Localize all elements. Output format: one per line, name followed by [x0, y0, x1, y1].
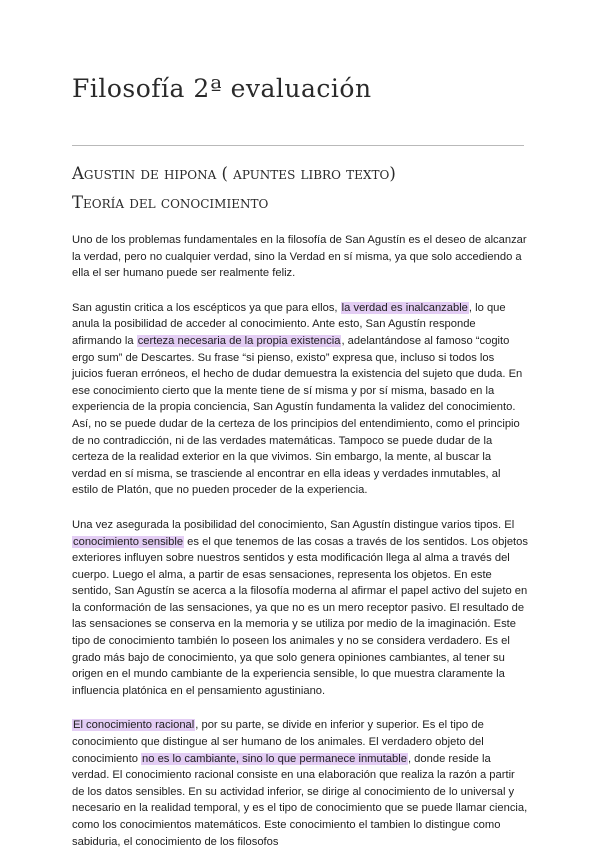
- highlight-immutable: no es lo cambiante, sino lo que permanece inmutable: [142, 752, 407, 765]
- paragraph-text: , lo que anula la posibilidad de acceder al conocimiento. Ante esto, San Agustín responde afirmando la: [72, 301, 506, 347]
- section-title: Agustin de hipona ( apuntes libro texto): [72, 164, 396, 183]
- document-body: [72, 232, 528, 868]
- highlight-truth-unreachable: la verdad es inalcanzable: [341, 301, 468, 314]
- highlight-certainty-existence: certeza necesaria de la propia existencia: [137, 334, 341, 347]
- paragraph-text: , por su parte, se divide en inferior y superior. Es el tipo de conocimiento que distingue al ser humano de los animales. El verdadero objeto del conocimiento: [72, 719, 484, 765]
- highlight-sensible-knowledge: conocimiento sensible: [73, 535, 184, 548]
- paragraph-text: , donde reside la verdad. El conocimiento racional consiste en una elaboración que realiza la razón a partir de los datos sensibles. En su actividad inferior, se dirige al conocimiento de lo universal y necesario en la realidad temporal, y es el tipo de conocimiento que se puede llamar ciencia, como los conocimientos matemáticos. Este conocimiento el tambien lo distingue como sabiduria, el conocimiento de los filosofos: [72, 752, 528, 848]
- title-divider: [72, 145, 524, 146]
- paragraph-text: es el que tenemos de las cosas a través de los sentidos. Los objetos exteriores influyen sobre nuestros sentidos y esta modificación llega al alma a través del cuerpo. Luego el alma, a partir de esas sensaciones, representa los objetos. En este sentido, San Agustín se acerca a la filosofía moderna al afirmar el papel activo del sujeto en la conformación de las sensaciones, ya que no es un mero receptor pasivo. El resultado de las sensaciones se conserva en la memoria y se utiliza por medio de la imaginación. Este tipo de conocimiento también lo poseen los animales y no se considera verdadero. Es el grado más bajo de conocimiento, ya que solo genera opiniones cambiantes, al tener su origen en el mundo cambiante de la experiencia sensible, lo que muestra claramente la influencia platónica en el pensamiento agustiniano.: [72, 535, 528, 697]
- paragraph-text: Uno de los problemas fundamentales en la filosofía de San Agustín es el deseo de alcanzar la verdad, pero no cualquier verdad, sino la Verdad en sí misma, ya que solo accediendo a ella el ser humano puede ser realmente feliz.: [72, 234, 527, 280]
- paragraph-text: San agustin critica a los escépticos ya que para ellos,: [72, 301, 341, 314]
- page-title: Filosofía 2ª evaluación: [72, 74, 372, 103]
- paragraph-skeptics: [72, 300, 528, 499]
- subsection-title: Teoría del conocimiento: [72, 193, 269, 212]
- highlight-rational-knowledge: El conocimiento racional: [73, 719, 195, 732]
- paragraph-sensible-knowledge: [72, 517, 528, 700]
- paragraph-text: Una vez asegurada la posibilidad del conocimiento, San Agustín distingue varios tipos. El: [72, 518, 515, 531]
- paragraph-rational-knowledge: [72, 717, 528, 850]
- paragraph-intro: [72, 232, 528, 282]
- paragraph-text: , adelantándose al famoso “cogito ergo sum” de Descartes. Su frase “si pienso, existo” expresa que, incluso si todos los juicios fueran erróneos, el hecho de dudar demuestra la existencia del sujeto que duda. En ese conocimiento cierto que la mente tiene de sí misma y por sí misma, basado en la experiencia de la propia conciencia, San Agustín fundamenta la validez del conocimiento. Así, no se puede dudar de la certeza de los principios del entendimiento, como el principio de no contradicción, ni de las verdades matemáticas. Tampoco se puede dudar de la certeza de la realidad exterior en la que vivimos. Sin embargo, la mente, al buscar la verdad en sí misma, se trasciende al encontrar en ella ideas y verdades inmutables, al estilo de Platón, que no pueden proceder de la experiencia.: [72, 334, 523, 497]
